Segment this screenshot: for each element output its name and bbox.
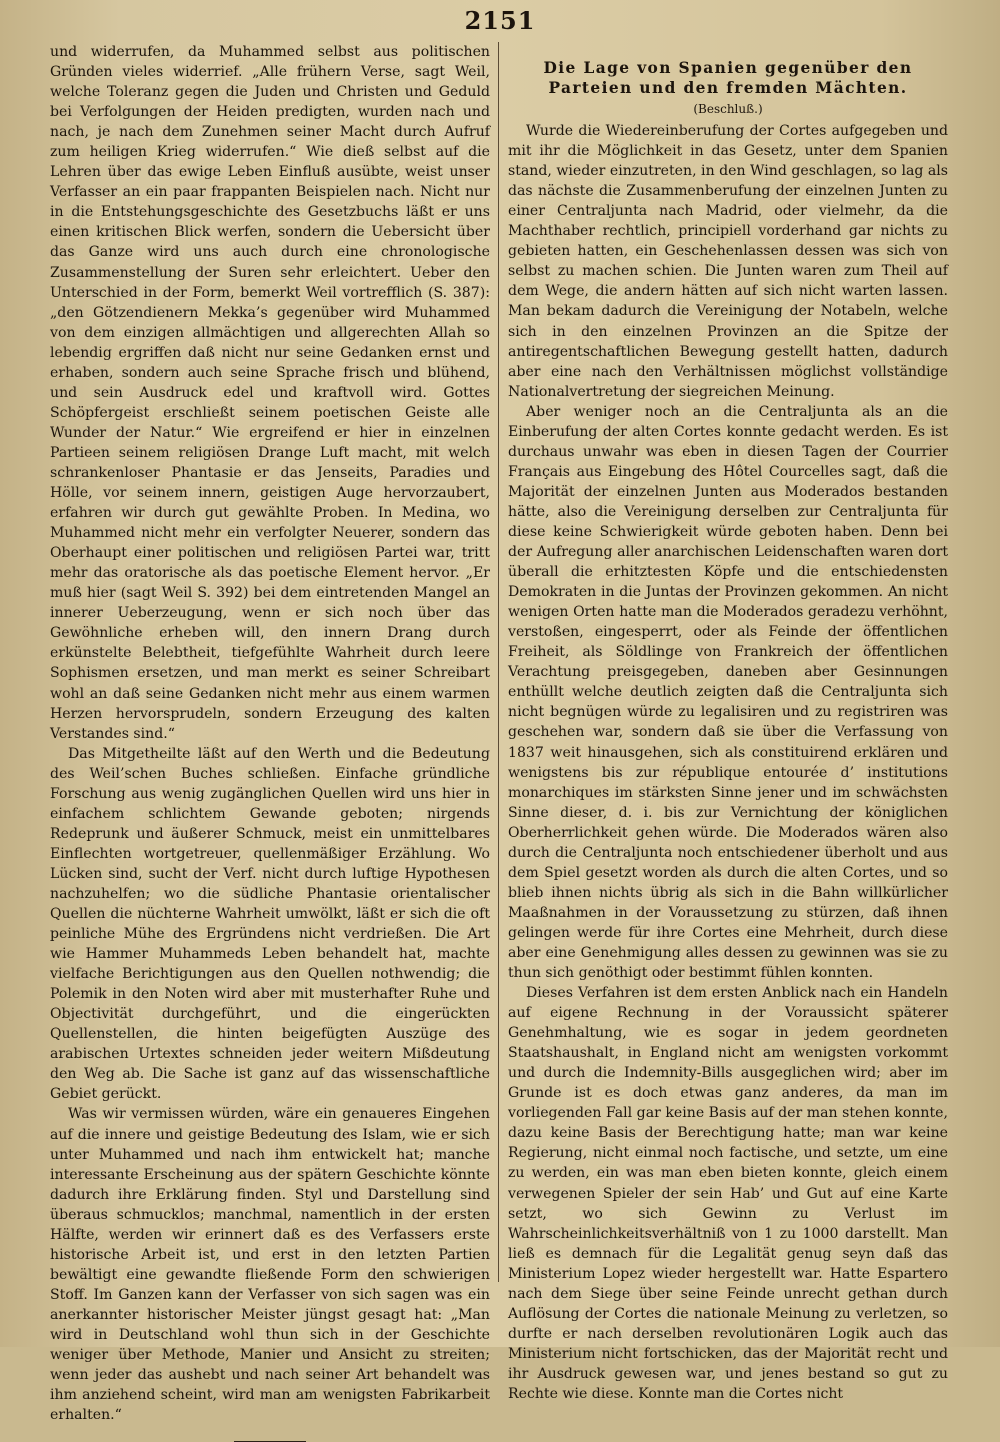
page-number: 2151 <box>464 6 536 35</box>
article-paragraph: und widerrufen, da Muhammed selbst aus politischen Gründen vieles widerrief. „Alle frühern Verse, sagt Weil, welche Toleranz gegen die Juden und Christen und Geduld bei Verfolgungen der Heiden predigten, wurden nach und nach, je nach dem Zunehmen seiner Macht durch Aufruf zum heiligen Krieg widerrufen.“ Wie dieß selbst auf die Lehren über das ewige Leben Einfluß ausübte, weist unser Verfasser an ein paar frappanten Beispielen nach. Nicht nur in die Entstehungsgeschichte des Gesetzbuchs läßt er uns einen kritischen Blick werfen, sondern die Uebersicht über das Ganze wird uns auch durch eine chronologische Zusammenstellung der Suren sehr erleichtert. Ueber den Unterschied in der Form, bemerkt Weil vortrefflich (S. 387): „den Götzendienern Mekka’s gegenüber wird Muhammed von dem einzigen allmächtigen und allgerechten Allah so lebendig ergriffen daß nicht nur seine Gedanken ernst und erhaben, sondern auch seine Sprache frisch und blühend, und sein Ausdruck edel und kraftvoll wird. Gottes Schöpfergeist erschließt seinem poetischen Geiste alle Wunder der Natur.“ Wie ergreifend er hier in einzelnen Partieen seinem religiösen Drange Luft macht, mit welch schrankenloser Phantasie er das Jenseits, Paradies und Hölle, vor seinem innern, geistigen Auge hervorzaubert, erfahren wir durch gut gewählte Proben. In Medina, wo Muhammed nicht mehr ein verfolgter Neuerer, sondern das Oberhaupt einer politischen und religiösen Partei war, tritt mehr das oratorische als das poetische Element hervor. „Er muß hier (sagt Weil S. 392) bei dem eintretenden Mangel an innerer Ueberzeugung, wenn er sich noch über das Gewöhnliche erheben will, den innern Drang durch erkünstelte Belebtheit, tiefgefühlte Wahrheit durch leere Sophismen ersetzen, und man merkt es seiner Schreibart wohl an daß seine Gedanken nicht mehr aus einem warmen Herzen hervorsprudeln, sondern Erzeugung des kalten Verstandes sind.“ <box>50 44 490 742</box>
article-heading: Die Lage von Spanien gegenüber den Parteien und den fremden Mächten. <box>543 59 913 97</box>
article-paragraph: Das Mitgetheilte läßt auf den Werth und die Bedeutung des Weil’schen Buches schließen. Einfache gründliche Forschung aus wenig zugänglichen Quellen wird uns hier in einfachem schlichtem Gewande geboten; nirgends Redeprunk und äußerer Schmuck, meist ein unmittelbares Einflechten wortgetreuer, quellenmäßiger Erzählung. Wo Lücken sind, sucht der Verf. nicht durch luftige Hypothesen nachzuhelfen; wo die südliche Phantasie orientalischer Quellen die nüchterne Wahrheit umwölkt, läßt er sich die oft peinliche Mühe des Ergründens nicht verdrießen. Die Art wie Hammer Muhammeds Leben behandelt hat, machte vielfache Berichtigungen aus den Quellen nothwendig; die Polemik in den Noten wird aber mit musterhafter Ruhe und Objectivität durchgeführt, und die eingerückten Quellenstellen, die hinten beigefügten Auszüge des arabischen Urtextes schneiden jeder weitern Mißdeutung den Weg ab. Die Sache ist ganz auf das wissenschaftliche Gebiet gerückt. <box>50 745 490 1103</box>
right-column <box>508 58 948 1404</box>
column-divider <box>498 42 499 1282</box>
article-paragraph: Dieses Verfahren ist dem ersten Anblick nach ein Handeln auf eigene Rechnung in der Voraussicht späterer Genehmhaltung, wie es sogar in jedem geordneten Staatshaushalt, in England nicht am wenigsten vorkommt und durch die Indemnity-Bills ausgeglichen wird; aber im Grunde ist es doch etwas ganz anderes, da man im vorliegenden Fall gar keine Basis auf der man stehen konnte, dazu keine Basis der Berechtigung hatte; man war keine Regierung, nicht einmal noch factische, und setzte, um eine zu werden, ein was man eben bieten konnte, gleich einem verwegenen Spieler der sein Hab’ und Gut auf eine Karte setzt, wo sich Gewinn zu Verlust im Wahrscheinlichkeitsverhältniß von 1 zu 1000 darstellt. Man ließ es demnach für die Legalität genug seyn daß das Ministerium Lopez wieder hergestellt war. Hatte Espartero nach dem Siege über seine Feinde unrecht gethan durch Auflösung der Cortes die nationale Meinung zu verletzen, so durfte er nach derselben revolutionären Logik auch das Ministerium nicht fortschicken, das der Majorität recht und ihr Ausdruck gewesen war, und jenes bestand so gut zu Rechte wie diese. Konnte man die Cortes nicht <box>508 985 948 1402</box>
article-paragraph: Wurde die Wiedereinberufung der Cortes aufgegeben und mit ihr die Möglichkeit in das Gesetz, unter dem Spanien stand, wieder einzutreten, in den Wind geschlagen, so lag als das nächste die Zusammenberufung der einzelnen Junten zu einer Centraljunta nach Madrid, oder vielmehr, da die Machthaber rechtlich, principiell vorderhand gar nichts zu gebieten hatten, ein Geschehenlassen dessen was sich von selbst zu machen schien. Die Junten waren zum Theil auf dem Wege, die andern hätten auf sich nicht warten lassen. Man bekam dadurch die Vereinigung der Notabeln, welche sich in den einzelnen Provinzen an die Spitze der antiregentschaftlichen Bewegung gestellt hatten, dadurch aber eine nach den Verhältnissen möglichst vollständige Nationalvertretung der siegreichen Meinung. <box>508 123 948 400</box>
article-paragraph: Was wir vermissen würden, wäre ein genaueres Eingehen auf die innere und geistige Bedeutung des Islam, wie er sich unter Muhammed und nach ihm entwickelt hat; manche interessante Erscheinung aus der spätern Geschichte könnte dadurch ihre Erklärung finden. Styl und Darstellung sind überaus schmucklos; manchmal, namentlich in der ersten Hälfte, werden wir erinnert daß es des Verfassers erste historische Arbeit ist, und erst in den letzten Partien bewältigt eine gewandte fließende Form den schwierigen Stoff. Im Ganzen kann der Verfasser von sich sagen was ein anerkannter historischer Meister jüngst gesagt hat: „Man wird in Deutschland wohl thun sich in der Geschichte weniger über Methode, Manier und Ansicht zu streiten; wenn jeder das aushebt und nach seiner Art behandelt was ihm anziehend scheint, wird man am wenigsten Fabrikarbeit erhalten.“ <box>50 1106 490 1424</box>
left-column <box>50 42 490 1442</box>
article-subheading: (Beschluß.) <box>693 102 763 116</box>
article-paragraph: Aber weniger noch an die Centraljunta als an die Einberufung der alten Cortes konnte gedacht werden. Es ist durchaus unwahr was eben in diesen Tagen der Courrier Français aus Eingebung des Hôtel Courcelles sagt, daß die Majorität der einzelnen Junten aus Moderados bestanden hätte, also die Vereinigung derselben zur Centraljunta für diese keine Schwierigkeit würde geboten haben. Denn bei der Aufregung aller anarchischen Leidenschaften waren dort überall die erhitztesten Köpfe und die entschiedensten Demokraten in die Juntas der Provinzen gekommen. An nicht wenigen Orten hatte man die Moderados geradezu verhöhnt, verstoßen, eingesperrt, oder als Feinde der öffentlichen Freiheit, als Söldlinge von Frankreich der öffentlichen Verachtung preisgegeben, daneben aber Gesinnungen enthüllt welche deutlich zeigten daß die Centraljunta sich nicht begnügen würde zu legalisiren und zu registriren was geschehen war, sondern daß sie über die Verfassung von 1837 weit hinausgehen, sich als constituirend erklären und wenigstens bis zur république entourée d’ institutions monarchiques im stärksten Sinne jener und im schwächsten Sinne dieser, d. i. bis zur Vernichtung der königlichen Oberherrlichkeit gehen würde. Die Moderados wären also durch die Centraljunta noch entschiedener überholt und aus dem Spiel gesetzt worden als durch die alten Cortes, und so blieb ihnen nichts übrig als sich in die Bahn willkürlicher Maaßnahmen in der Voraussetzung zu stürzen, daß ihnen gelingen werde für ihre Cortes eine Mehrheit, durch diese aber eine Genehmigung alles dessen zu gewinnen was sie zu thun sich genöthigt oder bestimmt fühlen konnten. <box>508 403 948 982</box>
